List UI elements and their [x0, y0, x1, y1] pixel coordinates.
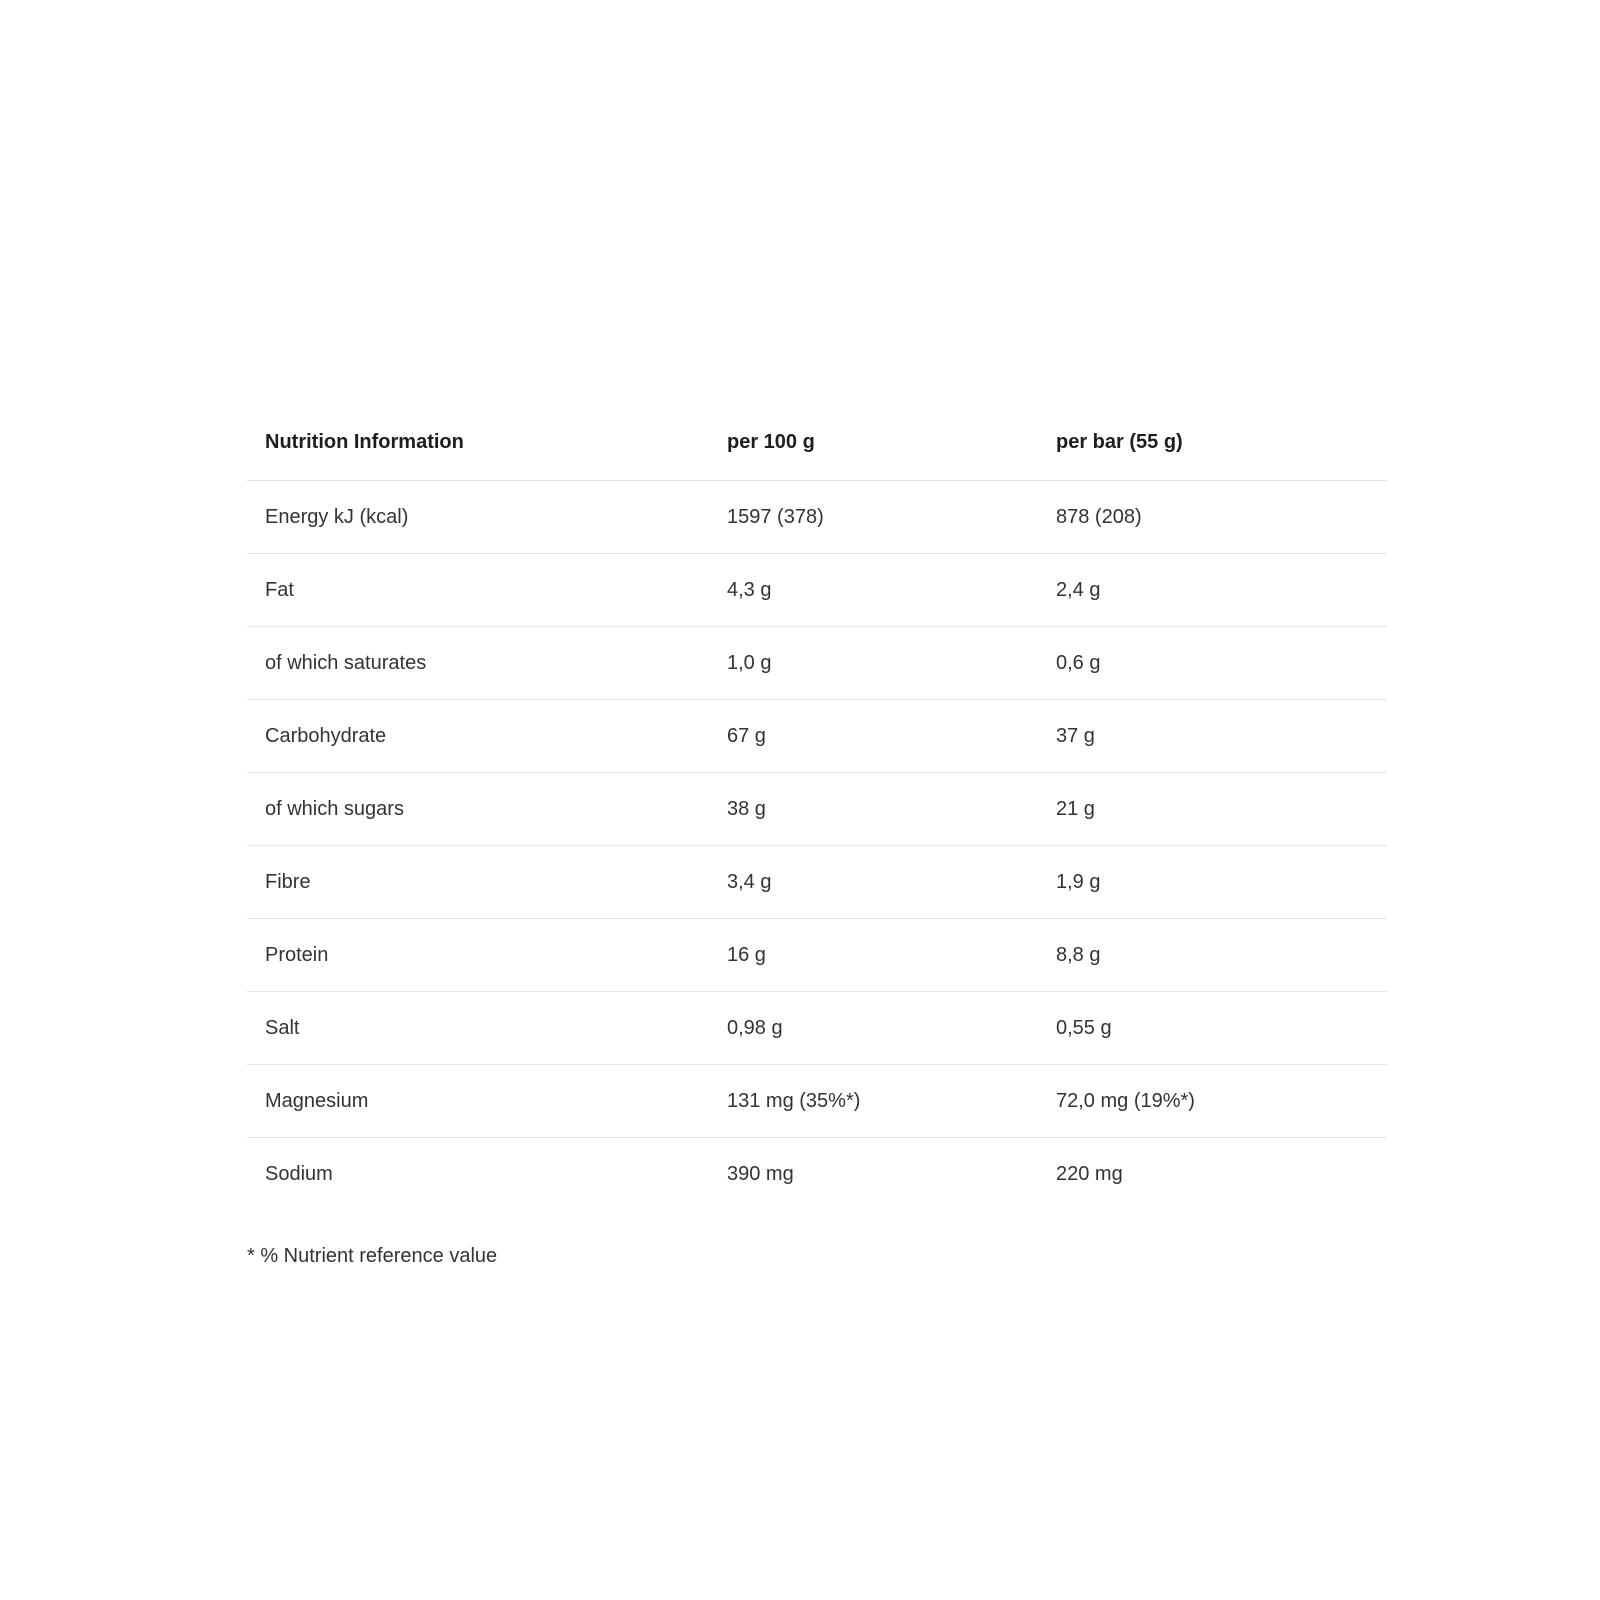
nutrient-name: of which saturates: [247, 627, 709, 700]
table-row: [247, 773, 1387, 846]
table-row: [247, 1065, 1387, 1138]
value-per-bar: 1,9 g: [1038, 846, 1387, 919]
nutrient-name: of which sugars: [247, 773, 709, 846]
table-row: [247, 992, 1387, 1065]
value-per-bar: 37 g: [1038, 700, 1387, 773]
table-row: [247, 481, 1387, 554]
nutrient-name: Carbohydrate: [247, 700, 709, 773]
value-per-100g: 3,4 g: [709, 846, 1038, 919]
value-per-bar: 21 g: [1038, 773, 1387, 846]
value-per-100g: 67 g: [709, 700, 1038, 773]
value-per-bar: 2,4 g: [1038, 554, 1387, 627]
value-per-bar: 220 mg: [1056, 1163, 1123, 1185]
nutrition-table-container: [247, 405, 1387, 1210]
table-row: [247, 846, 1387, 919]
table-row: [247, 919, 1387, 992]
table-header-row: [247, 405, 1387, 481]
value-per-bar: 878 (208): [1038, 481, 1387, 554]
table-row: [247, 1138, 1387, 1211]
value-per-100g: 16 g: [709, 919, 1038, 992]
value-per-bar: 8,8 g: [1038, 919, 1387, 992]
footnote: * % Nutrient reference value: [247, 1245, 498, 1267]
value-per-100g: 0,98 g: [709, 992, 1038, 1065]
nutrition-table: [247, 405, 1387, 1210]
value-per-100g: 390 mg: [727, 1163, 794, 1185]
value-per-bar: 0,6 g: [1038, 627, 1387, 700]
nutrient-name: Fat: [247, 554, 709, 627]
value-per-bar: 0,55 g: [1038, 992, 1387, 1065]
value-per-100g: 1597 (378): [709, 481, 1038, 554]
header-per-100g: per 100 g: [709, 405, 1038, 481]
nutrient-name: Protein: [247, 919, 709, 992]
value-per-100g: 38 g: [709, 773, 1038, 846]
nutrient-name: Magnesium: [247, 1065, 709, 1138]
value-per-100g: 131 mg (35%*): [709, 1065, 1038, 1138]
header-per-bar: per bar (55 g): [1038, 405, 1387, 481]
table-row: [247, 627, 1387, 700]
table-row: [247, 554, 1387, 627]
nutrient-name: Energy kJ (kcal): [247, 481, 709, 554]
header-nutrient: Nutrition Information: [247, 405, 709, 481]
nutrient-name: Salt: [247, 992, 709, 1065]
value-per-bar: 72,0 mg (19%*): [1038, 1065, 1387, 1138]
value-per-100g: 4,3 g: [709, 554, 1038, 627]
nutrient-name: Fibre: [247, 846, 709, 919]
nutrient-name: Sodium: [265, 1163, 333, 1185]
table-row: [247, 700, 1387, 773]
value-per-100g: 1,0 g: [709, 627, 1038, 700]
